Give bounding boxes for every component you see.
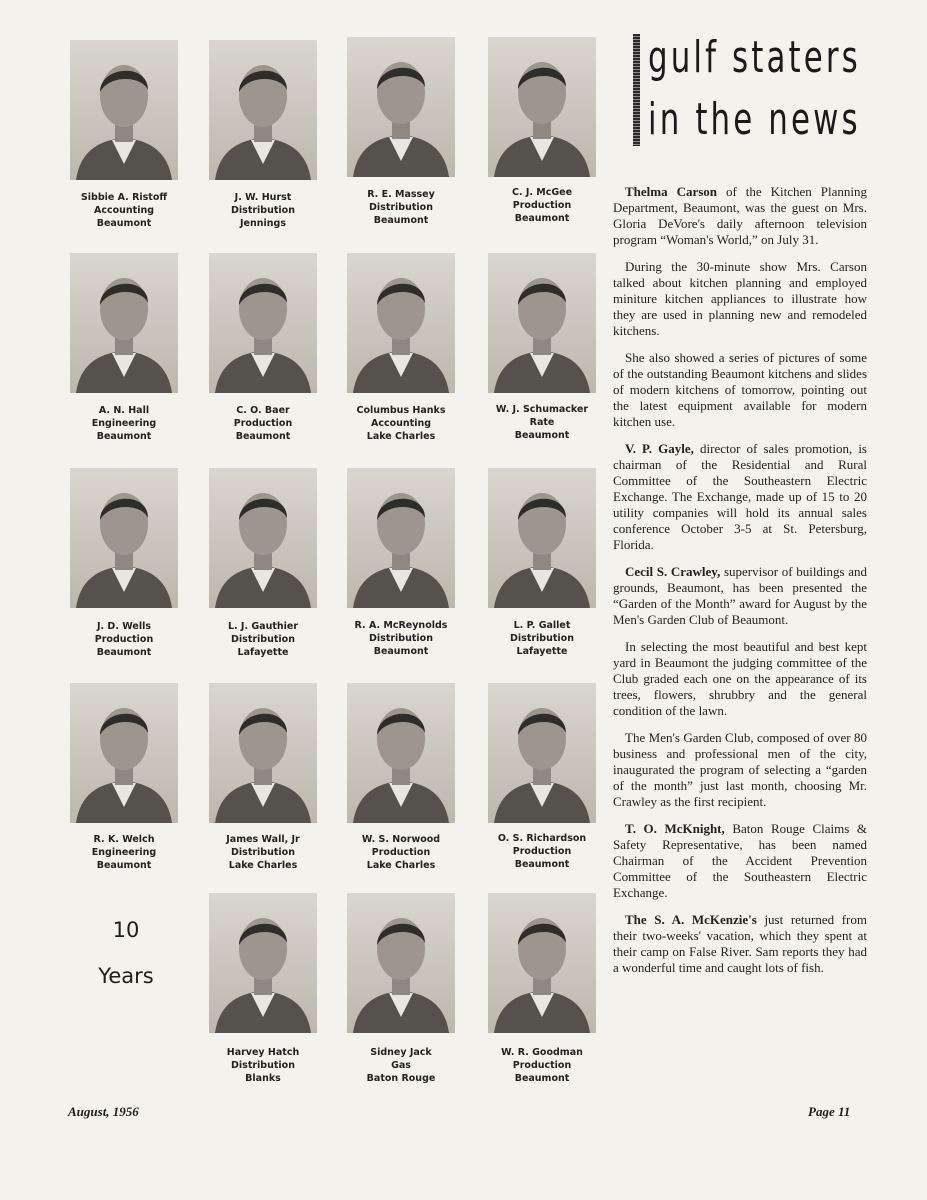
portrait-name: R. A. McReynolds (354, 620, 448, 631)
portrait-silhouette (488, 253, 596, 393)
portrait-caption (49, 620, 199, 659)
paragraph-text: supervisor of buildings and grounds, Beaumont, has been presented the “Garden of the Month” award for August by the Men's Garden Club of Beaumont. (613, 564, 867, 627)
paragraph-text: She also showed a series of pictures of some of the outstanding Beaumont kitchens and slides of modern kitchens of tomorrow, pointing out the latest equipment available for modern kitchen use. (613, 350, 867, 429)
portrait-silhouette (209, 468, 317, 608)
article-paragraph (613, 259, 867, 339)
portrait-photo (70, 253, 178, 393)
portrait-dept: Production (512, 200, 572, 211)
portrait-silhouette (488, 893, 596, 1033)
portrait-name: A. N. Hall (98, 405, 150, 416)
portrait-caption (467, 186, 617, 225)
portrait-dept: Distribution (231, 634, 295, 645)
portrait-photo (209, 468, 317, 608)
article-paragraph (613, 821, 867, 901)
portrait-caption (467, 403, 617, 442)
portrait-location: Beaumont (373, 646, 429, 657)
paragraph-text: director of sales promotion, is chairman of the Residential and Rural Committee of the Southeastern Electric Exchange. The Exchange, made up of 15 to 20 utility companies will hold its annual sales conference October 3-5 at St. Petersburg, Florida. (613, 441, 867, 552)
decade-label: Years (98, 964, 154, 988)
portrait-photo (488, 893, 596, 1033)
portrait-photo (209, 253, 317, 393)
portrait-silhouette (70, 683, 178, 823)
portrait-photo (70, 468, 178, 608)
article-paragraph (613, 350, 867, 430)
paragraph-text: During the 30-minute show Mrs. Carson talked about kitchen planning and employed miniture kitchen appliances to illustrate how they are used in planning new and remodeled kitchens. (613, 259, 867, 338)
portrait-dept: Production (233, 418, 293, 429)
news-article (613, 184, 867, 987)
portrait-location: Beaumont (514, 213, 570, 224)
portrait-location: Jennings (240, 218, 286, 229)
portrait-name: Harvey Hatch (226, 1047, 300, 1058)
portrait-dept: Distribution (369, 633, 433, 644)
portrait-silhouette (347, 37, 455, 177)
portrait-dept: Engineering (91, 418, 157, 429)
paragraph-lead: V. P. Gayle, (625, 441, 694, 456)
portrait-name: W. R. Goodman (501, 1047, 583, 1058)
portrait-name: C. O. Baer (236, 405, 290, 416)
portrait-dept: Engineering (91, 847, 157, 858)
portrait-location: Lake Charles (366, 860, 436, 871)
portrait-silhouette (209, 683, 317, 823)
portrait-dept: Distribution (369, 202, 433, 213)
portrait-silhouette (347, 253, 455, 393)
portrait-silhouette (488, 468, 596, 608)
page-number: Page 11 (808, 1104, 851, 1119)
portrait-location: Beaumont (373, 215, 429, 226)
portrait-location: Baton Rouge (366, 1073, 436, 1084)
paragraph-text: Baton Rouge Claims & Safety Representative, has been named Chairman of the Accident Prevention Committee of the Southeastern Electric Exchange. (613, 821, 867, 900)
portrait-caption (188, 191, 338, 230)
article-paragraph (613, 184, 867, 248)
portrait-location: Lafayette (516, 646, 568, 657)
portrait-location: Lake Charles (228, 860, 298, 871)
portrait-silhouette (209, 253, 317, 393)
portrait-caption (49, 191, 199, 230)
portrait-location: Beaumont (514, 1073, 570, 1084)
portrait-location: Beaumont (96, 218, 152, 229)
portrait-silhouette (209, 40, 317, 180)
portrait-location: Beaumont (514, 859, 570, 870)
portrait-dept: Accounting (370, 418, 432, 429)
portrait-dept: Distribution (510, 633, 574, 644)
portrait-name: R. K. Welch (93, 834, 155, 845)
portrait-name: L. J. Gauthier (227, 621, 299, 632)
portrait-name: L. P. Gallet (513, 620, 571, 631)
portrait-name: Sibbie A. Ristoff (80, 192, 168, 203)
portrait-caption (49, 404, 199, 443)
portrait-name: Columbus Hanks (356, 405, 446, 416)
portrait-location: Lake Charles (366, 431, 436, 442)
decade-number: 10 (112, 918, 140, 942)
portrait-silhouette (70, 40, 178, 180)
portrait-caption (188, 620, 338, 659)
portrait-caption (467, 832, 617, 871)
portrait-caption (326, 404, 476, 443)
portrait-location: Beaumont (96, 431, 152, 442)
portrait-silhouette (347, 683, 455, 823)
portrait-location: Blanks (245, 1073, 281, 1084)
portrait-name: O. S. Richardson (497, 833, 587, 844)
portrait-caption (49, 833, 199, 872)
portrait-dept: Rate (529, 417, 555, 428)
paragraph-lead: Thelma Carson (625, 184, 718, 199)
portrait-name: R. E. Massey (367, 189, 435, 200)
portrait-photo (347, 468, 455, 608)
portrait-location: Lafayette (237, 647, 289, 658)
portrait-photo (209, 683, 317, 823)
article-paragraph (613, 912, 867, 976)
portrait-location: Beaumont (235, 431, 291, 442)
portrait-name: C. J. McGee (511, 187, 573, 198)
portrait-photo (209, 893, 317, 1033)
article-paragraph (613, 639, 867, 719)
portrait-photo (488, 683, 596, 823)
portrait-silhouette (347, 893, 455, 1033)
heading-line-1: gulf staters (648, 32, 861, 83)
portrait-dept: Distribution (231, 1060, 295, 1071)
portrait-silhouette (347, 468, 455, 608)
portrait-photo (347, 683, 455, 823)
portrait-silhouette (488, 683, 596, 823)
paragraph-lead: Cecil S. Crawley, (625, 564, 721, 579)
paragraph-text: just returned from their two-weeks' vacation, which they spent at their camp on False River. Sam reports they had a wonderful time and caught lots of fish. (613, 912, 867, 975)
portrait-caption (188, 1046, 338, 1085)
portrait-name: J. D. Wells (96, 621, 151, 632)
portrait-photo (70, 40, 178, 180)
portrait-name: W. S. Norwood (361, 834, 441, 845)
issue-date: August, 1956 (68, 1104, 139, 1119)
portrait-name: W. J. Schumacker (495, 404, 589, 415)
portrait-photo (347, 253, 455, 393)
paragraph-text: In selecting the most beautiful and best kept yard in Beaumont the judging committee of the Club graded each one on the appearance of its trees, flowers, shrubbry and the general condition of the lawn. (613, 639, 867, 718)
portrait-caption (188, 404, 338, 443)
article-paragraph (613, 730, 867, 810)
portrait-photo (70, 683, 178, 823)
portrait-photo (209, 40, 317, 180)
article-paragraph (613, 441, 867, 553)
paragraph-lead: The S. A. McKenzie's (625, 912, 757, 927)
portrait-caption (467, 619, 617, 658)
paragraph-text: The Men's Garden Club, composed of over 80 business and professional men of the city, inaugurated the program of selecting a “garden of the month” just last month, choosing Mr. Crawley as the first recipient. (613, 730, 867, 809)
portrait-dept: Accounting (93, 205, 155, 216)
portrait-silhouette (488, 37, 596, 177)
portrait-caption (326, 833, 476, 872)
portrait-dept: Distribution (231, 205, 295, 216)
portrait-name: James Wall, Jr (226, 834, 300, 845)
portrait-caption (326, 1046, 476, 1085)
portrait-caption (326, 188, 476, 227)
portrait-dept: Production (512, 1060, 572, 1071)
portrait-dept: Production (94, 634, 154, 645)
portrait-dept: Production (371, 847, 431, 858)
portrait-name: J. W. Hurst (234, 192, 292, 203)
portrait-silhouette (70, 468, 178, 608)
article-paragraph (613, 564, 867, 628)
portrait-location: Beaumont (96, 647, 152, 658)
portrait-caption (326, 619, 476, 658)
portrait-silhouette (70, 253, 178, 393)
portrait-photo (347, 37, 455, 177)
portrait-location: Beaumont (514, 430, 570, 441)
portrait-dept: Distribution (231, 847, 295, 858)
portrait-silhouette (209, 893, 317, 1033)
heading-rule (633, 34, 640, 146)
portrait-dept: Gas (391, 1060, 411, 1071)
paragraph-lead: T. O. McKnight, (625, 821, 725, 836)
portrait-name: Sidney Jack (370, 1047, 432, 1058)
portrait-caption (467, 1046, 617, 1085)
portrait-photo (488, 37, 596, 177)
portrait-dept: Production (512, 846, 572, 857)
portrait-photo (488, 468, 596, 608)
portrait-caption (188, 833, 338, 872)
portrait-photo (347, 893, 455, 1033)
portrait-photo (488, 253, 596, 393)
paragraph-text: of the Kitchen Planning Department, Beaumont, was the guest on Mrs. Gloria DeVore's daily afternoon television program “Woman's World,” on July 31. (613, 184, 867, 247)
portrait-location: Beaumont (96, 860, 152, 871)
heading-line-2: in the news (648, 94, 861, 145)
